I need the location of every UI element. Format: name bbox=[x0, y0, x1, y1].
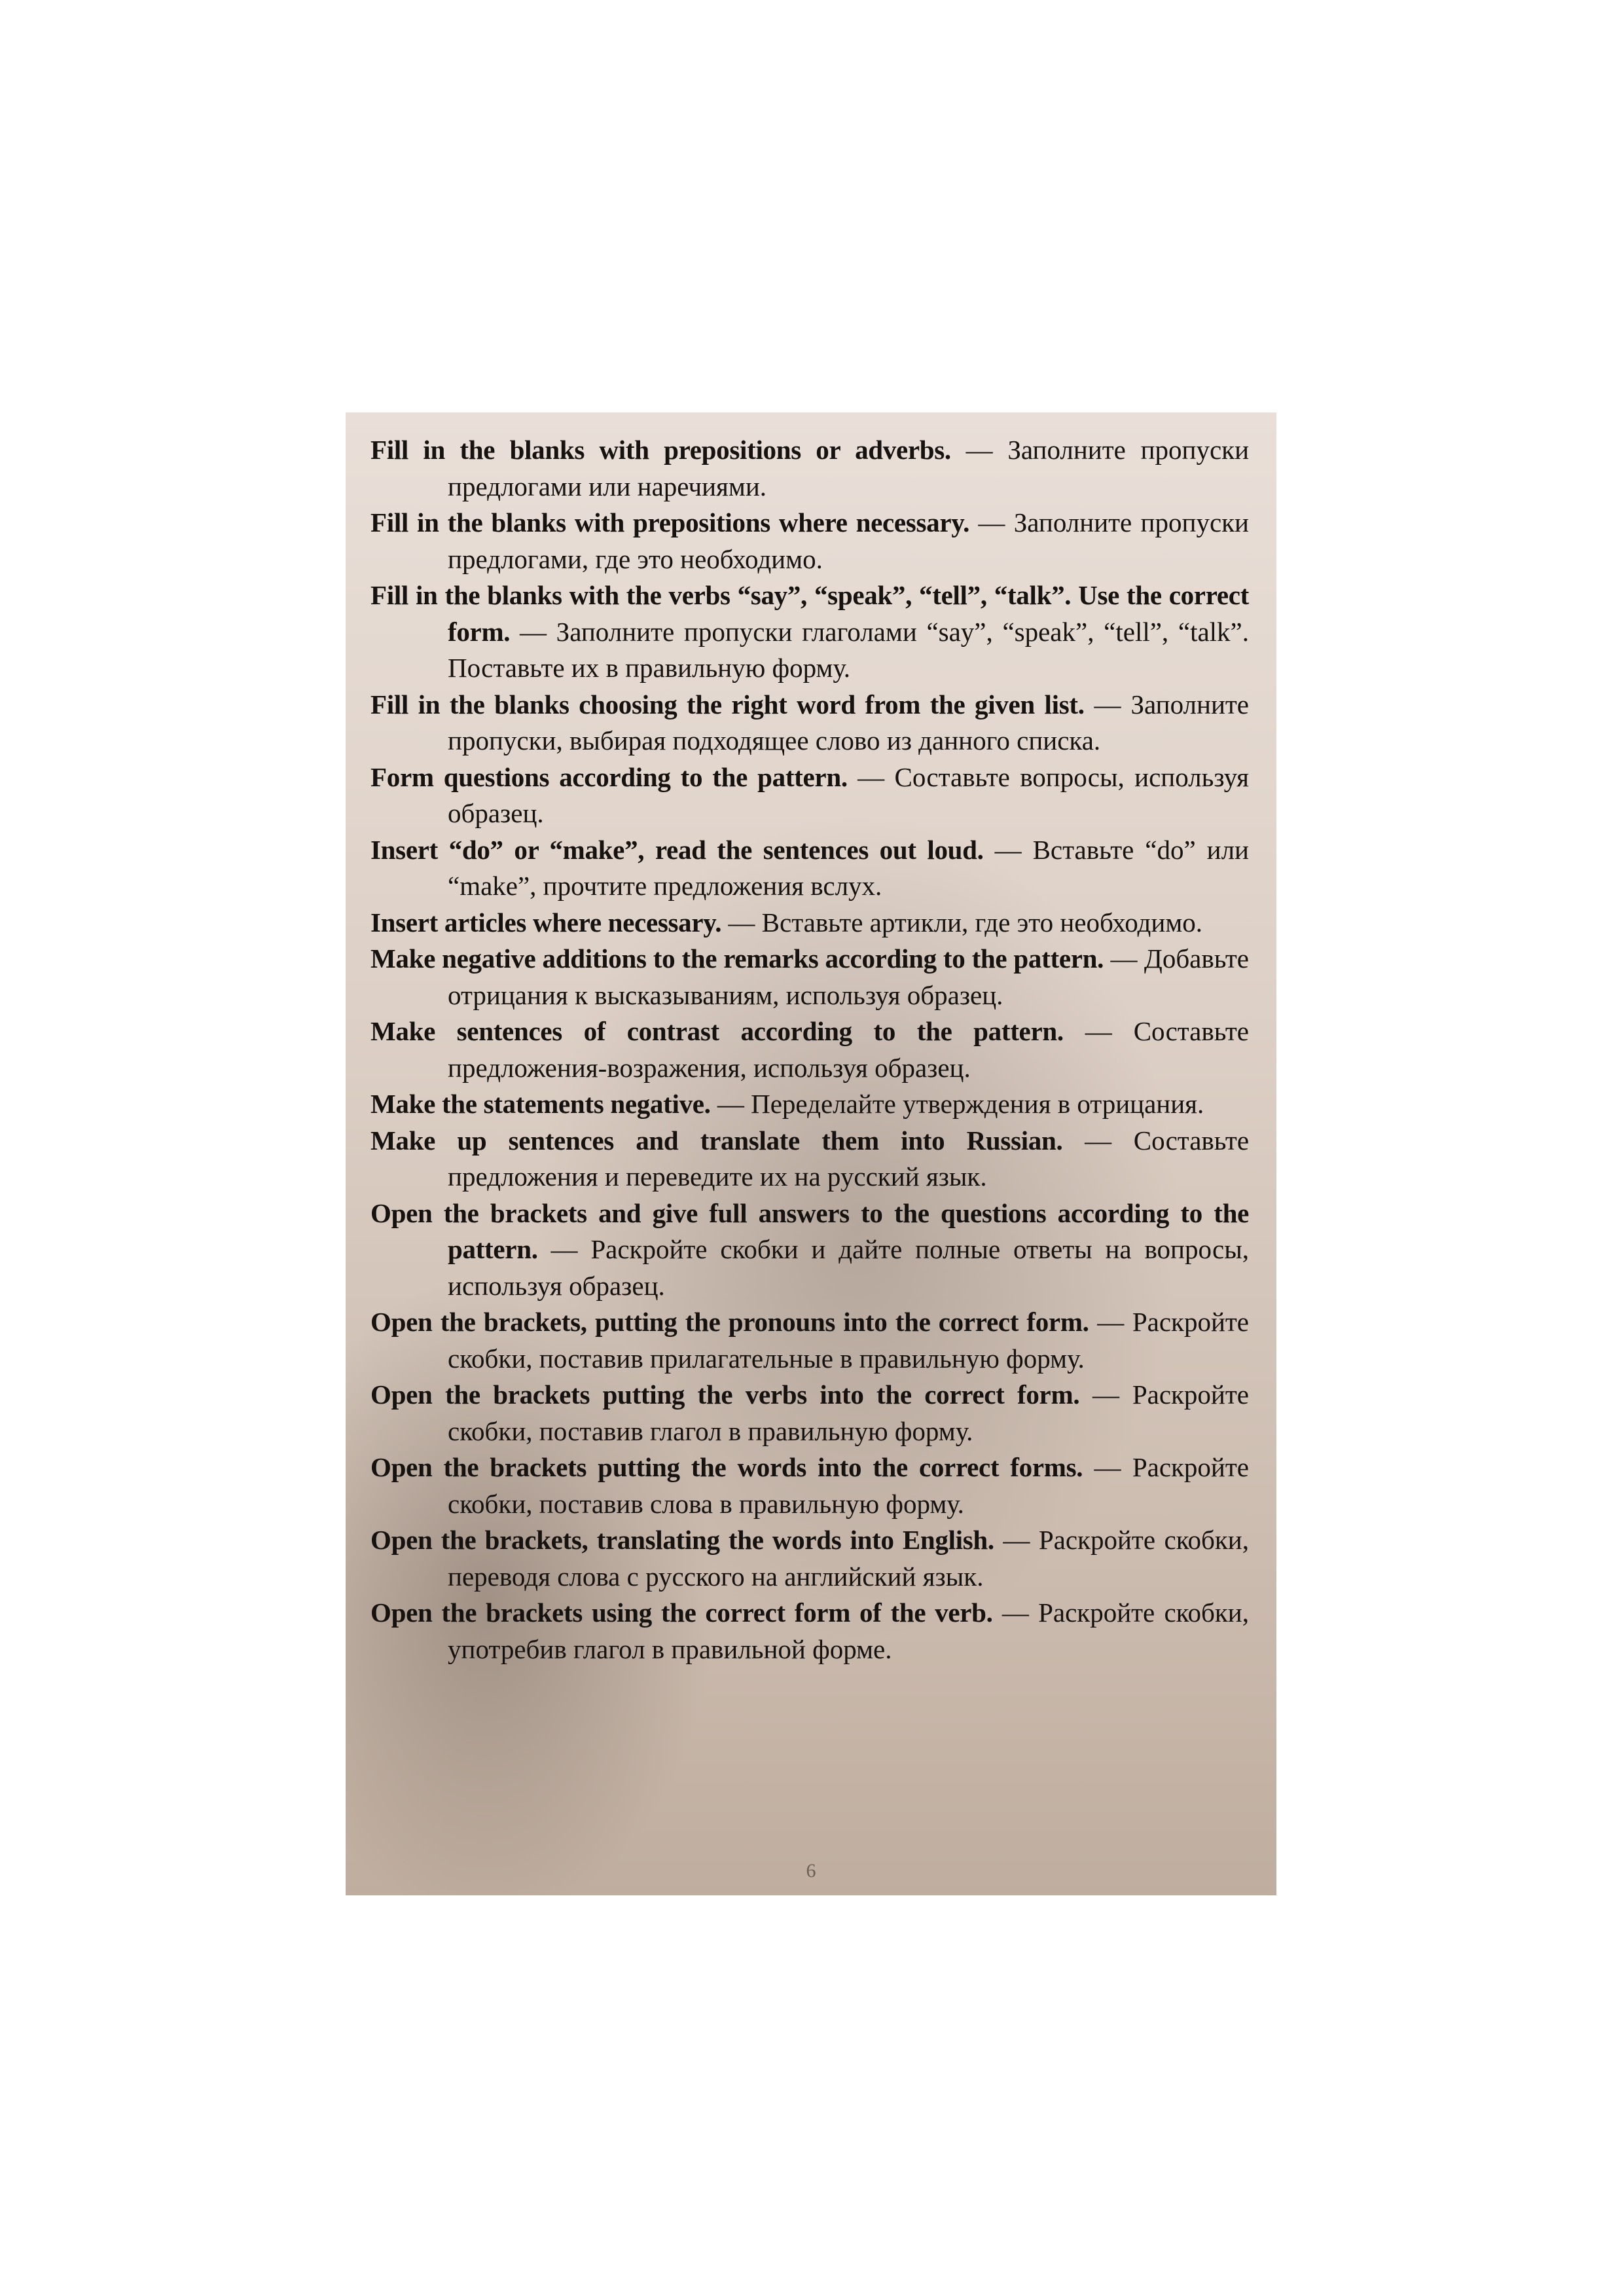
instruction-en: Make the statements negative. bbox=[370, 1089, 711, 1119]
instruction-ru: Раскройте скобки и дайте полные ответы на вопросы, используя образец. bbox=[448, 1234, 1249, 1301]
entry bbox=[370, 432, 1249, 505]
instruction-en: Open the brackets using the correct form of the verb. bbox=[370, 1597, 993, 1628]
instruction-en: Fill in the blanks with prepositions where necessary. bbox=[370, 507, 970, 538]
page-number: 6 bbox=[806, 1860, 816, 1882]
instruction-en: Insert articles where necessary. bbox=[370, 907, 722, 938]
instruction-en: Open the brackets, putting the pronouns into the correct form. bbox=[370, 1307, 1089, 1337]
dash: — bbox=[537, 1234, 591, 1264]
entry bbox=[370, 1123, 1249, 1195]
dash: — bbox=[1084, 689, 1131, 720]
instruction-ru: Раскройте скобки, поставив прилагательные в правильную форму. bbox=[448, 1307, 1250, 1374]
instruction-en: Form questions according to the pattern. bbox=[370, 761, 848, 792]
entry bbox=[370, 759, 1249, 832]
instruction-en: Open the brackets and give full answers to the questions according to the pattern. bbox=[370, 1197, 1249, 1264]
instruction-ru: Составьте вопросы, используя образец. bbox=[448, 761, 1249, 828]
instruction-ru: Раскройте скобки, поставив глагол в правильную форму. bbox=[448, 1379, 1249, 1446]
instruction-en: Make sentences of contrast according to the pattern. bbox=[370, 1016, 1064, 1046]
entry bbox=[370, 1449, 1249, 1522]
instruction-en: Make up sentences and translate them into Russian. bbox=[370, 1125, 1063, 1156]
instruction-en: Open the brackets putting the words into the correct forms. bbox=[370, 1452, 1083, 1482]
entry bbox=[370, 1013, 1249, 1086]
entry bbox=[370, 687, 1249, 759]
instruction-ru: Составьте предложения и переведите их на русский язык. bbox=[448, 1125, 1250, 1192]
instruction-ru: Раскройте скобки, употребив глагол в правильной форме. bbox=[448, 1597, 1249, 1664]
instruction-en: Open the brackets, translating the words into English. bbox=[370, 1525, 994, 1555]
dash: — bbox=[1083, 1452, 1132, 1482]
instruction-ru: Вставьте артикли, где это необходимо. bbox=[761, 907, 1203, 938]
instruction-ru: Заполните пропуски предлогами или наречиями. bbox=[448, 435, 1250, 501]
dash: — bbox=[983, 834, 1033, 865]
instruction-ru: Заполните пропуски, выбирая подходящее слово из данного списка. bbox=[448, 689, 1250, 756]
instruction-ru: Заполните пропуски глаголами “say”, “speak”, “tell”, “talk”. Поставьте их в правильную форму. bbox=[448, 616, 1249, 683]
instruction-ru: Вставьте “do” или “make”, прочтите предложения вслух. bbox=[448, 834, 1250, 901]
entry bbox=[370, 1377, 1249, 1449]
dash: — bbox=[1063, 1016, 1134, 1046]
instruction-en: Fill in the blanks choosing the right word from the given list. bbox=[370, 689, 1085, 720]
dash: — bbox=[510, 616, 556, 647]
instruction-ru: Переделайте утверждения в отрицания. bbox=[751, 1089, 1204, 1119]
instruction-ru: Раскройте скобки, переводя слова с русского на английский язык. bbox=[448, 1525, 1249, 1592]
instruction-en: Make negative additions to the remarks according to the pattern. bbox=[370, 943, 1104, 974]
entry bbox=[370, 1195, 1249, 1305]
instruction-ru: Раскройте скобки, поставив слова в правильную форму. bbox=[448, 1452, 1249, 1519]
entry bbox=[370, 577, 1249, 687]
instruction-ru: Заполните пропуски предлогами, где это необходимо. bbox=[448, 507, 1249, 574]
dash: — bbox=[1104, 943, 1144, 974]
dash: — bbox=[1079, 1379, 1132, 1410]
dash: — bbox=[710, 1089, 751, 1119]
dash: — bbox=[969, 507, 1014, 538]
instruction-en: Open the brackets putting the verbs into the correct form. bbox=[370, 1379, 1080, 1410]
entry bbox=[370, 832, 1249, 905]
entry bbox=[370, 905, 1249, 941]
dash: — bbox=[992, 1597, 1039, 1628]
dash: — bbox=[847, 761, 895, 792]
book-page bbox=[346, 412, 1276, 1895]
entry bbox=[370, 1086, 1249, 1123]
dash: — bbox=[721, 907, 762, 938]
instruction-en: Insert “do” or “make”, read the sentences out loud. bbox=[370, 834, 984, 865]
entry bbox=[370, 505, 1249, 577]
entry bbox=[370, 1304, 1249, 1377]
dash: — bbox=[1062, 1125, 1134, 1156]
dash: — bbox=[994, 1525, 1039, 1555]
entry bbox=[370, 1522, 1249, 1595]
dash: — bbox=[950, 435, 1008, 465]
entry bbox=[370, 1595, 1249, 1667]
instruction-ru: Составьте предложения-возражения, используя образец. bbox=[448, 1016, 1249, 1083]
instruction-ru: Добавьте отрицания к высказываниям, используя образец. bbox=[448, 943, 1249, 1010]
entry bbox=[370, 941, 1249, 1013]
instruction-en: Fill in the blanks with the verbs “say”, “speak”, “tell”, “talk”. Use the correct form. bbox=[370, 580, 1249, 647]
instruction-en: Fill in the blanks with prepositions or adverbs. bbox=[370, 435, 951, 465]
dash: — bbox=[1089, 1307, 1132, 1337]
